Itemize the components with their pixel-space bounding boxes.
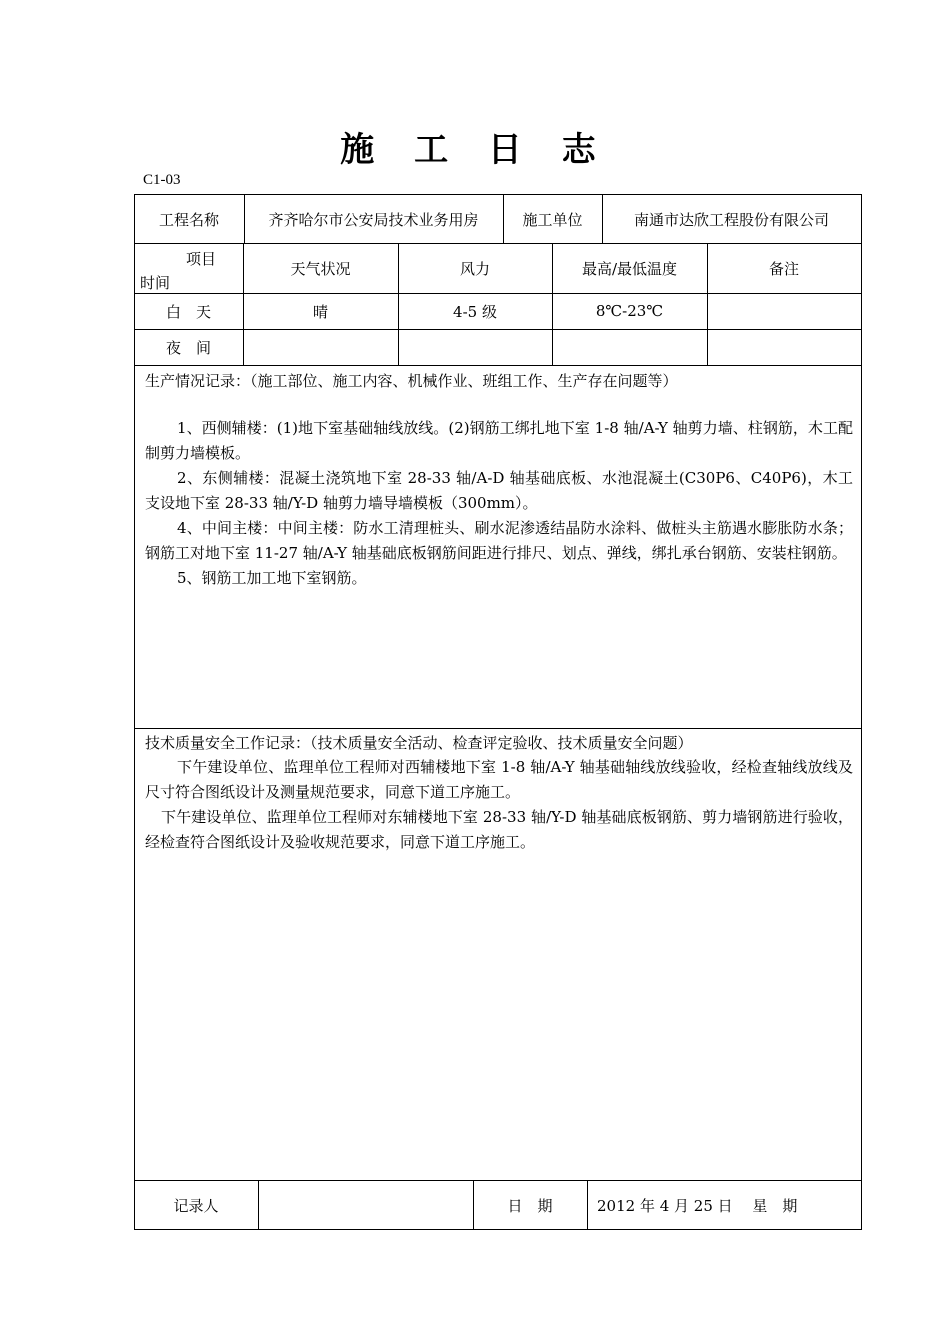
production-item: 5、钢筋工加工地下室钢筋。 (177, 569, 367, 587)
recorder-value[interactable] (258, 1180, 473, 1230)
note-column-header: 备注 (768, 259, 799, 278)
recorder-label: 记录人 (173, 1196, 219, 1215)
wind-column-header: 风力 (459, 259, 490, 278)
production-item: 1、西侧辅楼：(1)地下室基础轴线放线。(2)钢筋工绑扎地下室 1-8 轴/A-Y 轴剪力墙、柱钢筋，木工配制剪力墙模板。 (145, 419, 853, 462)
document-title: 施 工 日 志 (340, 130, 610, 170)
form-code: C1-03 (143, 172, 181, 188)
quality-record-body (145, 755, 853, 855)
date-label: 日 期 (507, 1196, 553, 1215)
quality-item: 下午建设单位、监理单位工程师对西辅楼地下室 1-8 轴/A-Y 轴基础轴线放线验收，经检查轴线放线及尺寸符合图纸设计及测量规范要求，同意下道工序施工。 (145, 758, 853, 801)
date-value: 2012 年 4 月 25 日 星 期 (597, 1196, 798, 1215)
day-row-label: 白 天 (165, 302, 211, 321)
day-weather-value: 晴 (312, 302, 328, 321)
construction-unit-label: 施工单位 (522, 210, 583, 229)
production-item: 2、东侧辅楼：混凝土浇筑地下室 28-33 轴/A-D 轴基础底板、水池混凝土(C30P6、C40P6)，木工支设地下室 28-33 轴/Y-D 轴剪力墙导墙模板（300mm）。 (145, 469, 853, 512)
weather-column-header: 天气状况 (290, 259, 351, 278)
construction-unit-value: 南通市达欣工程股份有限公司 (633, 210, 829, 229)
night-row-label: 夜 间 (165, 338, 211, 357)
day-wind-value: 4-5 级 (453, 302, 497, 321)
row-divider (134, 728, 862, 729)
col-divider (587, 1180, 588, 1230)
border-right (861, 194, 862, 1230)
project-name-value: 齐齐哈尔市公安局技术业务用房 (268, 210, 479, 229)
header-time-label: 时间 (140, 274, 171, 292)
quality-record-heading: 技术质量安全工作记录：（技术质量安全活动、检查评定验收、技术质量安全问题） (145, 734, 693, 752)
day-temperature-value: 8℃-23℃ (595, 302, 664, 320)
quality-item: 下午建设单位、监理单位工程师对东辅楼地下室 28-33 轴/Y-D 轴基础底板钢筋、剪力墙钢筋进行验收，经检查符合图纸设计及验收规范要求，同意下道工序施工。 (145, 808, 853, 851)
production-record-heading: 生产情况记录：（施工部位、施工内容、机械作业、班组工作、生产存在问题等） (145, 372, 678, 390)
temperature-column-header: 最高/最低温度 (581, 259, 678, 278)
production-item: 4、中间主楼：中间主楼：防水工清理桩头、刷水泥渗透结晶防水涂料、做桩头主筋遇水膨胀防水条；钢筋工对地下室 11-27 轴/A-Y 轴基础底板钢筋间距进行排尺、划点、弹线，绑扎承台钢筋、安装柱钢筋。 (145, 519, 853, 562)
project-name-label: 工程名称 (158, 210, 219, 229)
header-item-label: 项目 (186, 250, 217, 268)
production-record-body (145, 416, 853, 591)
